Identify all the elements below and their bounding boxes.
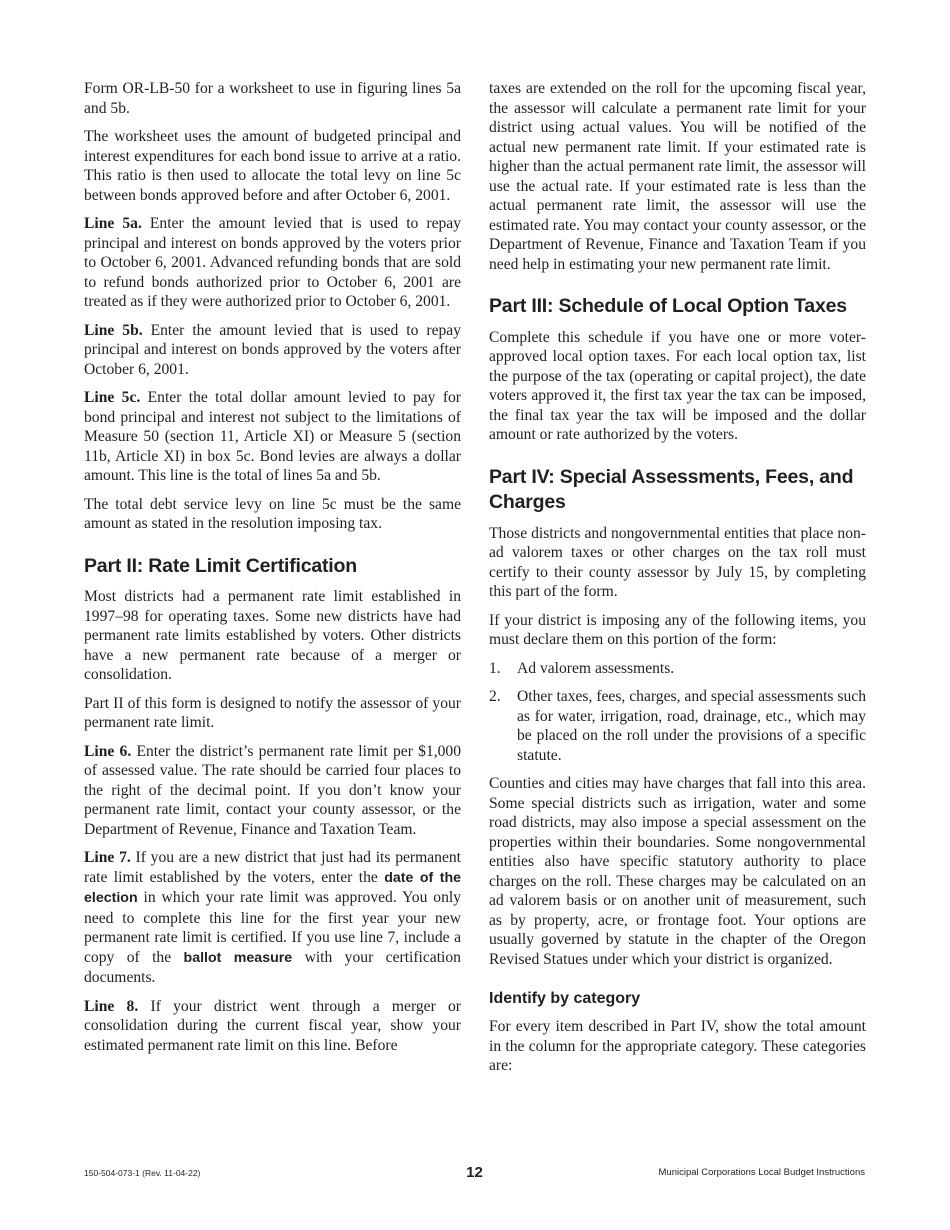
paragraph-line-5b — [84, 321, 461, 380]
heading-part-3: Part III: Schedule of Local Option Taxes — [489, 295, 847, 317]
line-7-text-2: in which your rate limit was approved. You only need to complete this line for the first year your new permanent rate limit is certified. If you use line 7, include a copy of the — [84, 889, 461, 966]
paragraph-worksheet-ref: Form OR-LB-50 for a worksheet to use in figuring lines 5a and 5b. — [84, 80, 461, 117]
page-number: 12 — [466, 1164, 483, 1181]
line-5b-label: Line 5b. — [84, 321, 143, 339]
line-8-label: Line 8. — [84, 997, 139, 1015]
left-column — [84, 79, 461, 1064]
paragraph-total-debt: The total debt service levy on line 5c must be the same amount as stated in the resolution imposing tax. — [84, 495, 461, 532]
line-6-label: Line 6. — [84, 742, 132, 760]
list-item-text: Ad valorem assessments. — [517, 659, 675, 677]
list-item-number: 1. — [489, 659, 501, 677]
line-6-text: Enter the district’s permanent rate limit per $1,000 of assessed value. The rate should be carried four places to the right of the decimal point. If you don’t know your permanent rate limit, contact your county assessor, or the Department of Revenue, Finance and Taxation Team. — [84, 742, 461, 838]
publication-title: Municipal Corporations Local Budget Instructions — [658, 1167, 865, 1178]
line-5a-label: Line 5a. — [84, 215, 142, 232]
paragraph-part-4-intro: Those districts and nongovernmental entities that place non-ad valorem taxes or other charges on the tax roll must certify to their county assessor by July 15, by completing this part of the form. — [489, 524, 866, 600]
paragraph-part-2-purpose: Part II of this form is designed to notify the assessor of your permanent rate limit. — [84, 694, 461, 731]
line-5a-text: Enter the amount levied that is used to repay principal and interest on bonds approved by the voters prior to October 6, 2001. Advanced refunding bonds that are sold to refund bonds authorized prior to October 6, 2001 are treated as if they were authorized prior to October 6, 2001. — [84, 215, 462, 310]
paragraph-part-4-declare: If your district is imposing any of the following items, you must declare them on this portion of the form: — [489, 611, 866, 648]
items-list — [489, 659, 866, 766]
form-number: 150-504-073-1 (Rev. 11-04-22) — [84, 1168, 201, 1178]
line-5c-text: Enter the total dollar amount levied to pay for bond principal and interest not subject to the limitations of Measure 50 (section 11, Article XI) or Measure 5 (section 11b, Article XI) in box 5c. Bond levies are always a dollar amount. This line is the total of lines 5a and 5b. — [84, 389, 461, 484]
line-5b-text: Enter the amount levied that is used to repay principal and interest on bonds approved by the voters after October 6, 2001. — [84, 321, 462, 378]
paragraph-line-5c — [84, 388, 461, 486]
line-7-text-3: with your certification documents. — [84, 948, 461, 986]
paragraph-line-6 — [84, 742, 461, 840]
heading-part-4: Part IV: Special Assessments, Fees, and Charges — [489, 465, 854, 513]
paragraph-part-3: Complete this schedule if you have one or more voter-approved local option taxes. For each local option tax, list the purpose of the tax (operating or capital project), the date voters approved it, the first tax year the tax can be imposed, the final tax year the tax will be imposed and the dollar amount or rate authorized by the voters. — [489, 328, 866, 443]
heading-part-2: Part II: Rate Limit Certification — [84, 554, 357, 577]
line-8-text: If your district went through a merger or consolidation during the current fiscal year, show your estimated permanent rate limit on this line. Before — [84, 997, 462, 1054]
paragraph-line-7 — [84, 848, 461, 988]
paragraph-identify: For every item described in Part IV, show the total amount in the column for the appropriate category. These categories are: — [489, 1018, 866, 1074]
line-7-bold-ballot: ballot measure — [183, 949, 293, 966]
list-item-text: Other taxes, fees, charges, and special assessments such as for water, irrigation, road, drainage, etc., which may be placed on the roll under the provisions of a specific statute. — [517, 688, 866, 764]
right-column — [489, 79, 866, 1085]
line-7-text-1: If you are a new district that just had its permanent rate limit established by the voters, enter the — [84, 849, 462, 886]
paragraph-part-4-charges: Counties and cities may have charges that fall into this area. Some special districts such as irrigation, water and some road districts, may also impose a special assessment on the properties within their boundaries. Some nongovernmental entities also have specific statutory authority to place charges on the roll. These charges may be calculated on an ad valorem basis or on another unit of measurement, such as by property, acre, or frontage foot. Your options are usually governed by statute in the chapter of the Oregon Revised Statues under which your district is organized. — [489, 775, 866, 968]
line-7-label: Line 7. — [84, 849, 131, 866]
list-item — [489, 687, 866, 765]
heading-identify-by-category: Identify by category — [489, 990, 641, 1007]
line-7-bold-election: date of the election — [84, 869, 461, 906]
paragraph-part-2-intro: Most districts had a permanent rate limit established in 1997–98 for operating taxes. Some new districts have had permanent rate limits established by voters. Other districts have a new permanent rate because of a merger or consolidation. — [84, 588, 461, 683]
line-5c-label: Line 5c. — [84, 389, 141, 406]
paragraph-worksheet-ratio: The worksheet uses the amount of budgeted principal and interest expenditures for each bond issue to arrive at a ratio. This ratio is then used to allocate the total levy on line 5c between bonds approved before and after October 6, 2001. — [84, 128, 461, 204]
list-item-number: 2. — [489, 688, 501, 705]
list-item — [489, 659, 866, 679]
page-footer — [84, 1164, 865, 1184]
paragraph-line-8 — [84, 997, 461, 1056]
paragraph-line-5a — [84, 214, 461, 312]
paragraph-line-8-continued: taxes are extended on the roll for the upcoming fiscal year, the assessor will calculate a permanent rate limit for your district using actual values. You will be notified of the actual new permanent rate limit. If your estimated rate is higher than the actual permanent rate limit, the assessor will use the actual rate. If your estimated rate is less than the actual permanent rate limit, the assessor will use the estimated rate. You may contact your county assessor, or the Department of Revenue, Finance and Taxation Team if you need help in estimating your new permanent rate limit. — [489, 80, 866, 273]
